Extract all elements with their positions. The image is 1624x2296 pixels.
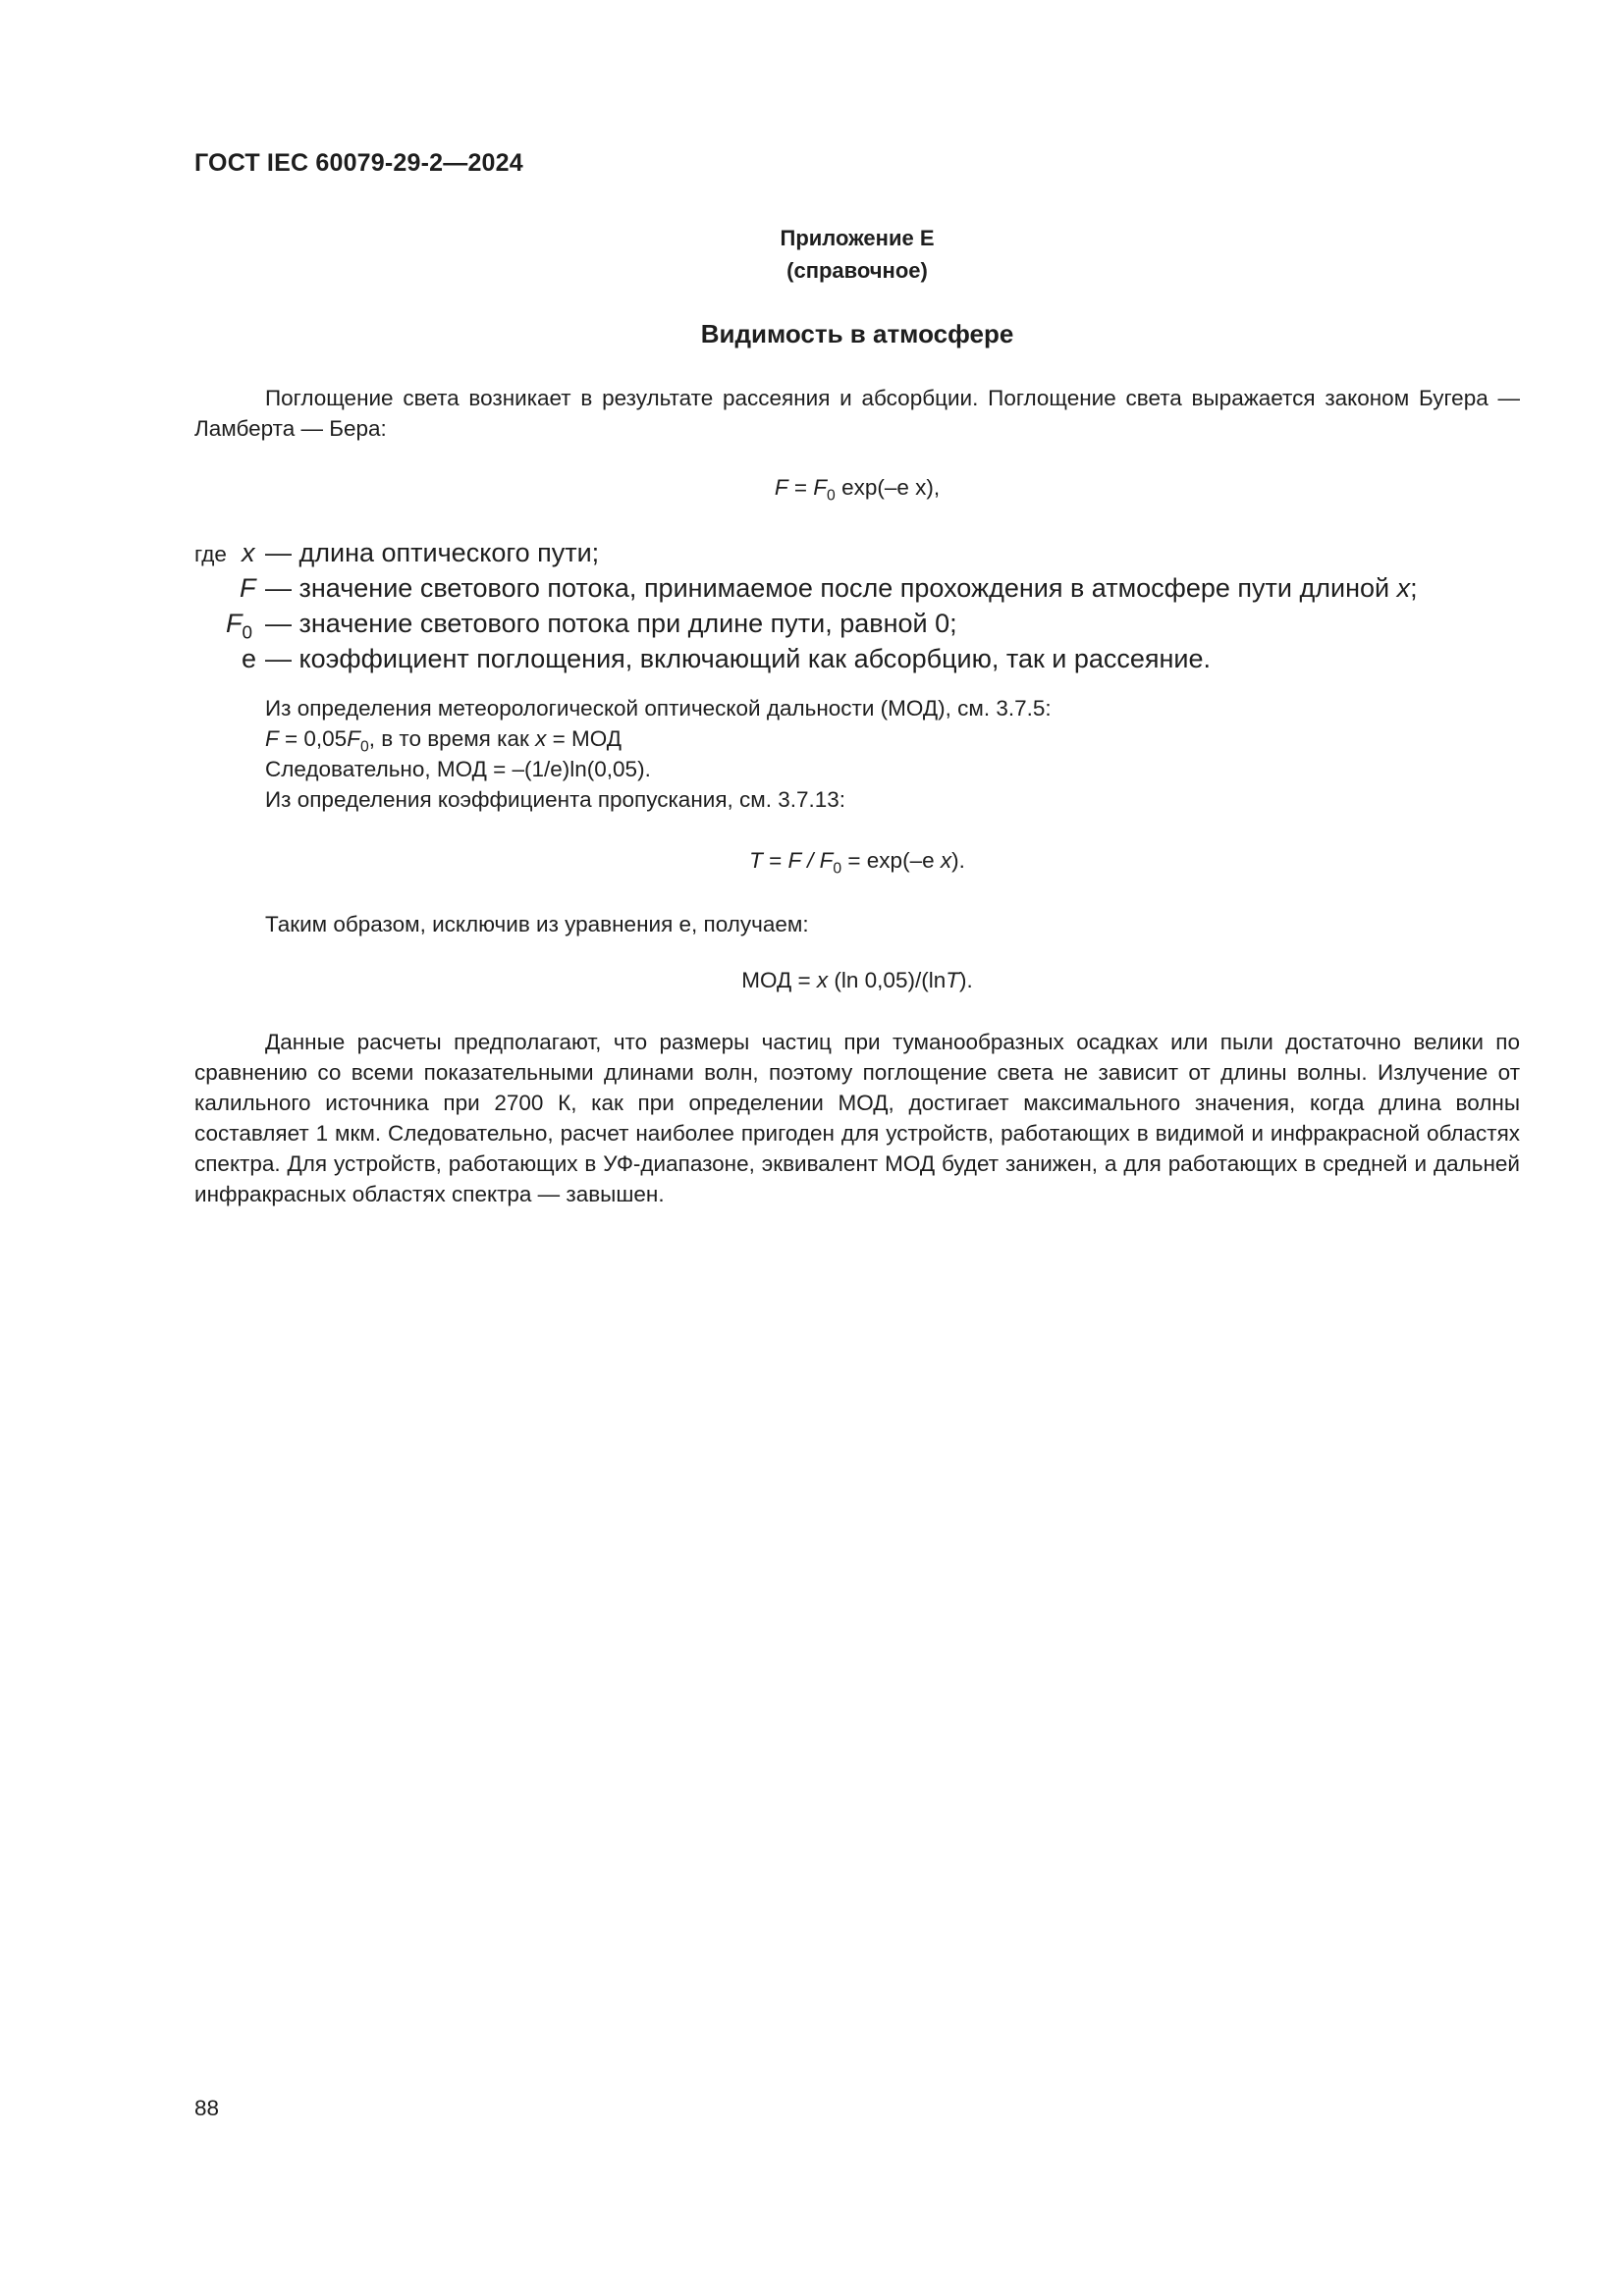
intro-paragraph: Поглощение света возникает в результате рассеяния и абсорбции. Поглощение света выражается законом Бугера — Ламберта — Бера: <box>194 386 1520 441</box>
def-symbol-x: x <box>242 538 255 567</box>
formula-beer-lambert <box>194 475 1520 505</box>
conclusion-paragraph: Данные расчеты предполагают, что размеры частиц при туманообразных осадках или пыли достаточно велики по сравнению со всеми показательными длинами волн, поэтому поглощение света не зависит от длины волны. Излучение от калильного источника при 2700 К, как при определении МОД, достигает максимального значения, когда длина волны составляет 1 мкм. Следовательно, расчет наиболее пригоден для устройств, работающих в видимой и инфракрасной областях спектра. Для устройств, работающих в УФ-диапазоне, эквивалент МОД будет занижен, а для работающих в средней и дальней инфракрасных областях спектра — завышен. <box>194 1030 1520 1206</box>
def-text-e: коэффициент поглощения, включающий как абсорбцию, так и рассеяние. <box>298 644 1212 673</box>
mod-def-line-1: Из определения метеорологической оптической дальности (МОД), см. 3.7.5: <box>265 696 1052 721</box>
formula-mod: МОД = x (ln 0,05)/(lnT). <box>741 968 973 992</box>
def-dash-f: — значение светового потока, принимаемое после прохождения в атмосфере пути длиной x; <box>265 573 1418 603</box>
def-dash-x: — длина оптического пути; <box>265 538 600 567</box>
formula-rest: exp(–e x), <box>835 475 941 500</box>
def-symbol-e: e <box>242 644 257 673</box>
mod-def-line-4: Из определения коэффициента пропускания, см. 3.7.13: <box>265 787 846 812</box>
section-title: Видимость в атмосфере <box>700 319 1014 348</box>
def-dash-f0: — значение светового потока при длине пути, равной 0; <box>265 609 957 638</box>
where-word: где <box>194 542 227 566</box>
thus-line: Таким образом, исключив из уравнения e, получаем: <box>265 912 809 936</box>
mod-def-line-2: $F = 0,05F_0$, в то время как x = МОД <box>265 726 622 756</box>
document-header: ГОСТ IEC 60079-29-2—2024 <box>194 149 523 177</box>
def-text-f0: значение светового потока при длине пути, равной 0; <box>298 609 957 638</box>
appendix-title: Приложение Е <box>780 226 935 250</box>
def-dash-e: — коэффициент поглощения, включающий как абсорбцию, так и рассеяние. <box>265 644 1212 673</box>
formula-f0-sub: 0 <box>827 487 836 505</box>
def-text-x: длина оптического пути; <box>298 538 600 567</box>
formula-transmission: $T = F / F_0 = \exp(-e$ x). <box>749 848 965 878</box>
def-text-f: значение светового потока, принимаемое после прохождения в атмосфере пути длиной <box>298 573 1397 603</box>
page-number: 88 <box>194 2096 220 2120</box>
mod-def-line-3: Следовательно, МОД = –(1/e)ln(0,05). <box>265 757 651 781</box>
formula-lhs: F <box>774 475 788 500</box>
def-symbol-f: F <box>240 573 256 603</box>
formula-eq: = <box>787 475 814 500</box>
def-symbol-f0: $F_0$ <box>226 609 253 644</box>
formula-f0: F <box>813 475 828 500</box>
appendix-subtitle: (справочное) <box>786 258 928 283</box>
